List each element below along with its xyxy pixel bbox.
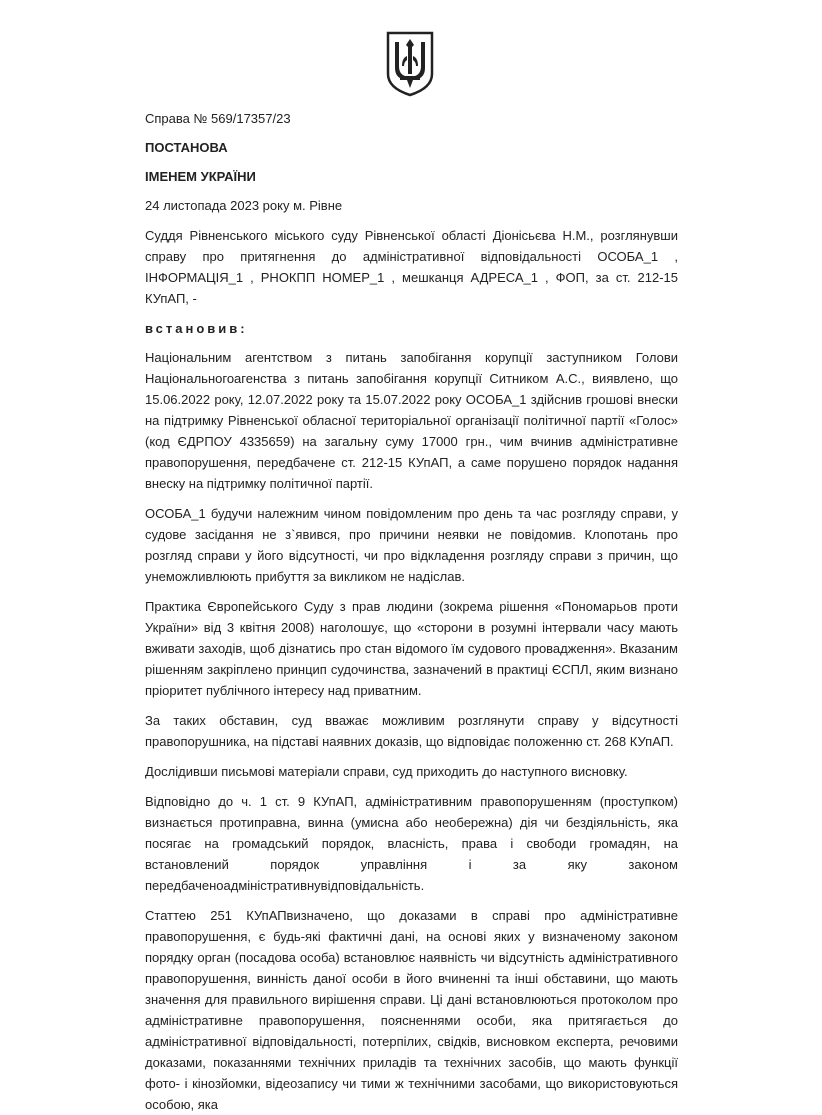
document-body [145,108,678,1112]
paragraph-1: Національним агентством з питань запобігання корупції заступником Голови Національногоагенства з питань запобігання корупції Ситником А.С., виявлено, що 15.06.2022 року, 12.07.2022 року та 15.07.2022 року ОСОБА_1 здійснив грошові внески на підтримку Рівненської обласної територіальної організації політичної партії «Голос» (код ЄДРПОУ 4335659) на загальну суму 17000 грн., чим вчинив адміністративне правопорушення, передбачене ст. 212-15 КУпАП, а саме порушено порядок надання внеску на підтримку політичної партії. [145,350,678,491]
intro-paragraph: Суддя Рівненського міського суду Рівненської області Діонісьєва Н.М., розглянувши справу про притягнення до адміністративної відповідальності ОСОБА_1 , ІНФОРМАЦІЯ_1 , РНОКПП НОМЕР_1 , мешканця АДРЕСА_1 , ФОП, за ст. 212-15 КУпАП, - [145,228,678,306]
case-number: Справа № 569/17357/23 [145,111,291,126]
document-subtitle: ІМЕНЕМ УКРАЇНИ [145,169,256,184]
document-title: ПОСТАНОВА [145,140,228,155]
established-heading: встановив: [145,321,248,336]
paragraph-4: За таких обставин, суд вважає можливим розглянути справу у відсутності правопорушника, на підставі наявних доказів, що відповідає положенню ст. 268 КУпАП. [145,713,678,749]
paragraph-5: Дослідивши письмові матеріали справи, суд приходить до наступного висновку. [145,764,628,779]
trident-coat-of-arms-icon [385,30,435,98]
date-place: 24 листопада 2023 року м. Рівне [145,198,343,213]
paragraph-6: Відповідно до ч. 1 ст. 9 КУпАП, адміністративним правопорушенням (проступком) визнається протиправна, винна (умисна або необережна) дія чи бездіяльність, яка посягає на громадський порядок, власність, права і свободи громадян, на встановлений порядок управління і за яку законом передбаченоадміністративнувідповідальність. [145,794,678,893]
paragraph-3: Практика Європейського Суду з прав людини (зокрема рішення «Пономарьов проти України» від 3 квітня 2008) наголошує, що «сторони в розумні інтервали часу мають вживати заходів, щоб дізнатись про стан відомого їм судового провадження». Вказаним рішенням закріплено принцип судочинства, зазначений в практиці ЄСПЛ, яким визнано пріоритет публічного інтересу над приватним. [145,599,678,698]
paragraph-2: ОСОБА_1 будучи належним чином повідомленим про день та час розгляду справи, у судове засідання не з`явився, про причини неявки не повідомив. Клопотань про розгляд справи у його відсутності, чи про відкладення розгляду справи з причин, що унеможливлюють прибуття за викликом не надіслав. [145,506,678,584]
paragraph-7: Статтею 251 КУпАПвизначено, що доказами в справі про адміністративне правопорушення, є будь-які фактичні дані, на основі яких у визначеному законом порядку орган (посадова особа) встановлює наявність чи відсутність адміністративного правопорушення, винність даної особи в його вчиненні та інші обставини, що мають значення для правильного вирішення справи. Ці дані встановлюються протоколом про адміністративне правопорушення, поясненнями особи, яка притягається до адміністративної відповідальності, потерпілих, свідків, висновком експерта, речовими доказами, показаннями технічних приладів та технічних засобів, що мають функції фото- і кінозйомки, відеозапису чи тими ж технічними засобами, що використовуються особою, яка [145,908,678,1112]
